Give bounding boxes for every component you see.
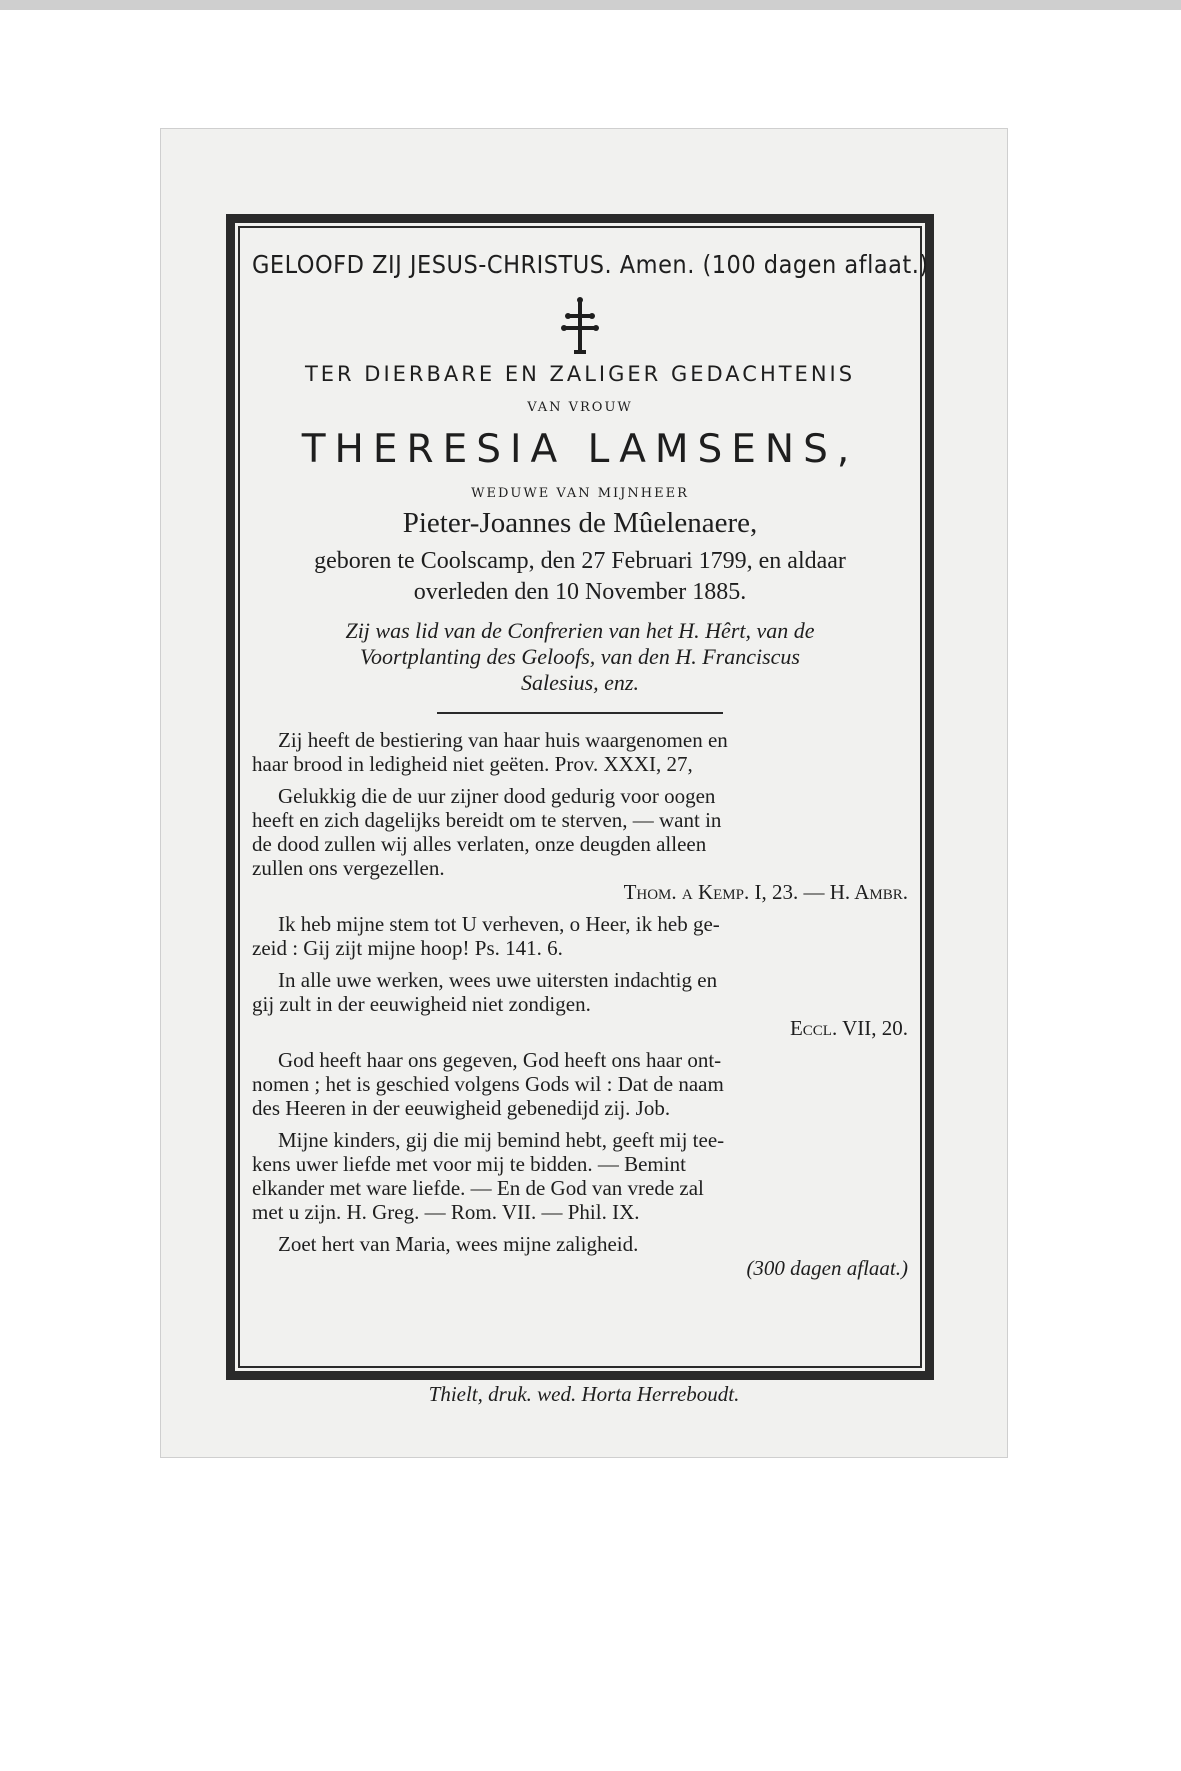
- quote-line: nomen ; het is geschied volgens Gods wil : Dat de naam: [252, 1072, 724, 1096]
- quote-paragraph: [252, 1232, 908, 1280]
- quote-paragraph: [252, 784, 908, 904]
- widow-of: WEDUWE VAN MIJNHEER: [471, 486, 689, 501]
- quote-paragraph: [252, 1048, 908, 1120]
- quote-source: Thom. a Kemp. I, 23. — H. Ambr.: [623, 880, 908, 904]
- husband-name: Pieter-Joannes de Mûelenaere,: [402, 507, 758, 539]
- birth-death-details: [252, 546, 908, 608]
- invocation: GELOOFD ZIJ JESUS-CHRISTUS. Amen. (100 dagen aflaat.): [252, 250, 929, 279]
- death-line: overleden den 10 November 1885.: [413, 579, 747, 605]
- quote-line: God heeft haar ons gegeven, God heeft ons haar ont-: [278, 1048, 722, 1072]
- quote-line: Ik heb mijne stem tot U verheven, o Heer, ik heb ge-: [278, 912, 720, 936]
- birth-line: geboren te Coolscamp, den 27 Februari 1799, en aldaar: [314, 548, 846, 574]
- quote-line: haar brood in ledigheid niet geëten. Prov. XXXI, 27,: [252, 752, 693, 776]
- membership-line: Salesius, enz.: [521, 670, 639, 695]
- deceased-name: THERESIA LAMSENS,: [301, 427, 859, 472]
- quote-paragraph: [252, 1128, 908, 1224]
- card-content: [252, 250, 929, 1280]
- quote-line: zeid : Gij zijt mijne hoop! Ps. 141. 6.: [252, 936, 563, 960]
- quote-line: heeft en zich dagelijks bereidt om te sterven, — want in: [252, 808, 722, 832]
- quote-paragraph: [252, 968, 908, 1040]
- membership-line: Zij was lid van de Confrerien van het H. Hêrt, van de: [345, 618, 815, 643]
- quote-line: met u zijn. H. Greg. — Rom. VII. — Phil. IX.: [252, 1200, 640, 1224]
- van-vrouw: VAN VROUW: [527, 400, 633, 415]
- quote-line: des Heeren in der eeuwigheid gebenedijd zij. Job.: [252, 1096, 671, 1120]
- quote-line: de dood zullen wij alles verlaten, onze deugden alleen: [252, 832, 707, 856]
- scan-edge: [0, 0, 1181, 10]
- quote-line: elkander met ware liefde. — En de God van vrede zal: [252, 1176, 704, 1200]
- quote-line: kens uwer liefde met voor mij te bidden. — Bemint: [252, 1152, 686, 1176]
- quote-line: In alle uwe werken, wees uwe uitersten indachtig en: [278, 968, 718, 992]
- membership: [252, 618, 908, 696]
- quote-paragraph: [252, 912, 908, 960]
- membership-line: Voortplanting des Geloofs, van den H. Franciscus: [360, 644, 800, 669]
- divider-rule: [437, 712, 723, 714]
- quote-line: zullen ons vergezellen.: [252, 856, 445, 880]
- indulgence-note: (300 dagen aflaat.): [746, 1256, 908, 1280]
- quote-line: Mijne kinders, gij die mij bemind hebt, geeft mij tee-: [278, 1128, 725, 1152]
- cross-icon: [560, 296, 600, 356]
- quote-line: Zoet hert van Maria, wees mijne zaligheid.: [278, 1232, 639, 1256]
- dedication-heading: TER DIERBARE EN ZALIGER GEDACHTENIS: [304, 362, 856, 386]
- quote-line: Zij heeft de bestiering van haar huis waargenomen en: [278, 728, 728, 752]
- quote-paragraph: [252, 728, 908, 776]
- quote-line: gij zult in der eeuwigheid niet zondigen.: [252, 992, 591, 1016]
- printer-imprint: Thielt, druk. wed. Horta Herreboudt.: [428, 1382, 740, 1406]
- quote-line: Gelukkig die de uur zijner dood gedurig voor oogen: [278, 784, 716, 808]
- quote-source: Eccl. VII, 20.: [789, 1016, 908, 1040]
